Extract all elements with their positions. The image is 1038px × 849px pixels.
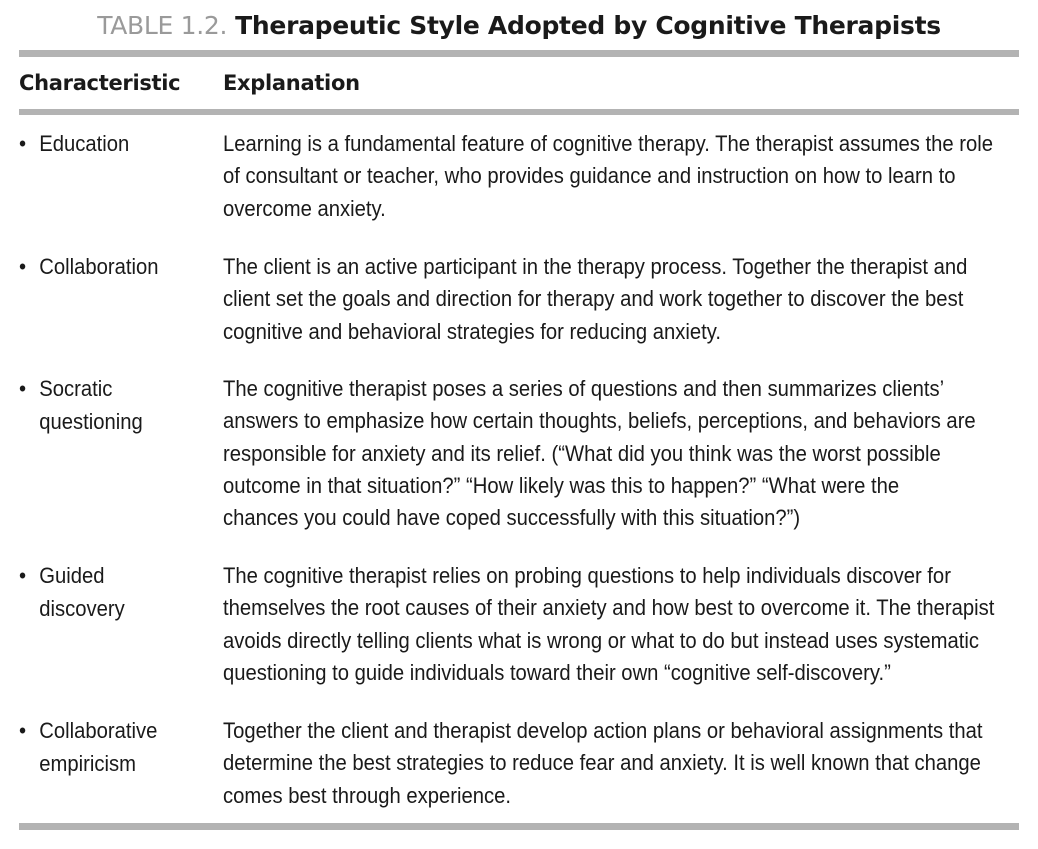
explanation-line: chances you could have coped successfully with this situation?”): [223, 505, 801, 531]
characteristic-line: discovery: [39, 595, 125, 621]
explanation-line: The cognitive therapist poses a series of questions and then summarizes clients’: [223, 376, 945, 401]
explanation-cell: [223, 715, 1014, 812]
explanation-cell: [223, 251, 1014, 348]
explanation-line: Learning is a fundamental feature of cognitive therapy. The therapist assumes the role: [223, 131, 993, 156]
explanation-line: The cognitive therapist relies on probing questions to help individuals discover for: [223, 563, 951, 588]
explanation-cell: [223, 560, 1014, 689]
bullet-icon: •: [19, 563, 27, 588]
characteristic-line: Socratic: [39, 376, 113, 401]
bottom-rule: [19, 823, 1019, 830]
characteristic-label: [39, 560, 194, 625]
characteristic-line: Collaboration: [39, 254, 159, 279]
characteristic-line: Guided: [39, 563, 105, 588]
characteristic-cell: [19, 128, 194, 161]
table-caption: Therapeutic Style Adopted by Cognitive Therapists: [235, 11, 941, 40]
characteristic-cell: [19, 251, 194, 284]
bullet-icon: •: [19, 376, 27, 401]
top-rule: [19, 50, 1019, 57]
column-header-characteristic: Characteristic: [19, 71, 181, 95]
explanation-line: outcome in that situation?” “How likely was this to happen?” “What were the: [223, 472, 900, 498]
characteristic-cell: [19, 560, 194, 625]
characteristic-cell: [19, 715, 194, 780]
explanation-line: questioning to guide individuals toward their own “cognitive self-discovery.”: [223, 659, 891, 685]
explanation-line: determine the best strategies to reduce fear and anxiety. It is well known that change: [223, 750, 981, 776]
characteristic-line: Education: [39, 131, 130, 156]
characteristic-label: [39, 715, 194, 780]
table-number: TABLE 1.2.: [97, 11, 228, 40]
explanation-line: of consultant or teacher, who provides guidance and instruction on how to learn to: [223, 163, 956, 189]
header-rule: [19, 109, 1019, 115]
explanation-line: responsible for anxiety and its relief. (“What did you think was the worst possible: [223, 440, 941, 466]
explanation-line: answers to emphasize how certain thoughts, beliefs, perceptions, and behaviors are: [223, 408, 976, 434]
explanation-line: cognitive and behavioral strategies for reducing anxiety.: [223, 318, 722, 344]
explanation-line: Together the client and therapist develop action plans or behavioral assignments that: [223, 718, 983, 743]
explanation-line: comes best through experience.: [223, 782, 512, 808]
characteristic-label: [39, 373, 194, 438]
column-header-explanation: Explanation: [223, 71, 360, 95]
characteristic-line: empiricism: [39, 750, 136, 776]
characteristic-cell: [19, 373, 194, 438]
explanation-line: overcome anxiety.: [223, 195, 386, 221]
bullet-icon: •: [19, 254, 27, 279]
characteristic-label: [39, 128, 194, 161]
characteristic-line: Collaborative: [39, 718, 158, 743]
explanation-line: client set the goals and direction for therapy and work together to discover the best: [223, 286, 964, 312]
bullet-icon: •: [19, 131, 27, 156]
explanation-cell: [223, 128, 1014, 225]
characteristic-label: [39, 251, 194, 284]
bullet-icon: •: [19, 718, 27, 743]
characteristic-line: questioning: [39, 408, 143, 434]
table-title: [0, 8, 1038, 44]
explanation-line: avoids directly telling clients what is wrong or what to do but instead uses systematic: [223, 627, 979, 653]
explanation-line: themselves the root causes of their anxiety and how best to overcome it. The therapist: [223, 595, 995, 621]
explanation-line: The client is an active participant in the therapy process. Together the therapist and: [223, 254, 968, 279]
explanation-cell: [223, 373, 1014, 534]
